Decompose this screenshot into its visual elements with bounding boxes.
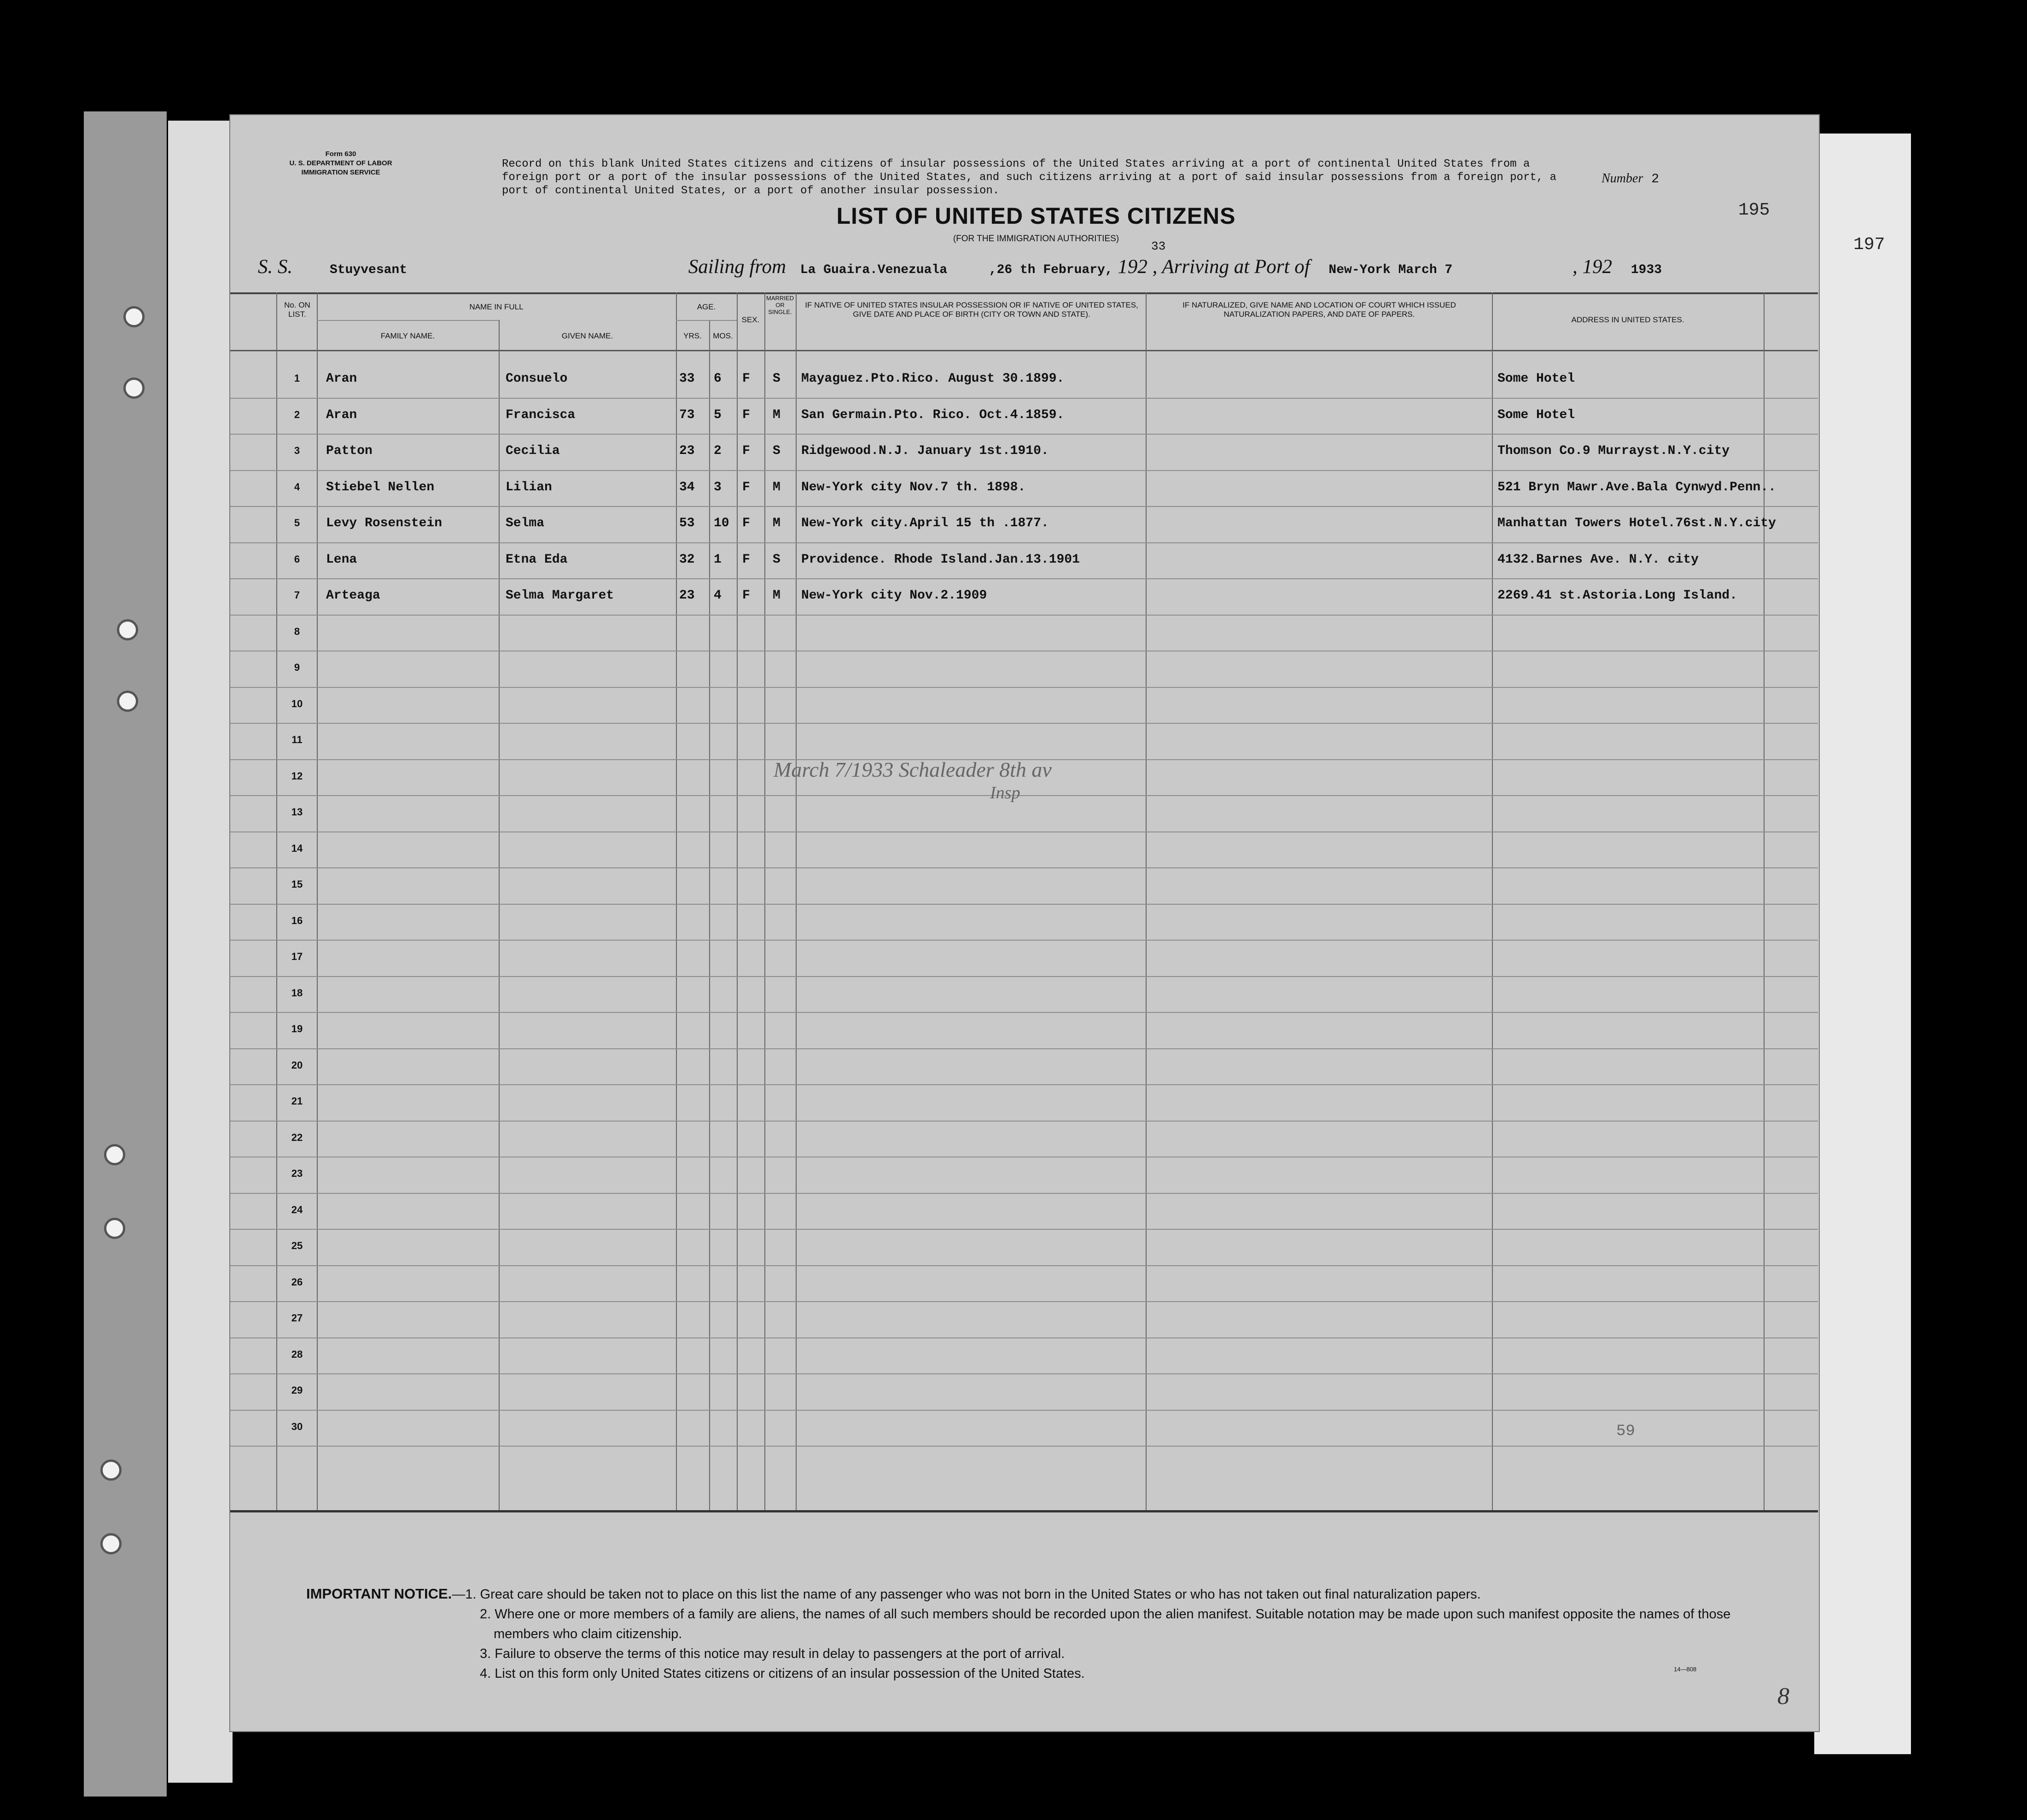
age-months-cell: 10: [714, 516, 729, 530]
row-number: 25: [291, 1240, 303, 1251]
marital-status-cell: M: [773, 480, 781, 494]
arriving-label: , Arriving at Port of: [1152, 256, 1310, 278]
notice-text-1: 1. Great care should be taken not to place on this list the name of any passenger who was not born in the United States or who has not taken out final naturalization papers.: [465, 1587, 1481, 1602]
header-married-single: MARRIED OR SINGLE.: [766, 295, 794, 315]
given-name-cell: Consuelo: [506, 372, 568, 386]
row-number: 11: [291, 734, 303, 745]
marital-status-cell: S: [773, 444, 781, 458]
sex-cell: F: [742, 444, 750, 458]
row-rule: [230, 1410, 1818, 1411]
binder-hole: [104, 1144, 125, 1165]
header-address: ADDRESS IN UNITED STATES.: [1571, 315, 1684, 324]
voyage-line: [258, 256, 1800, 283]
header-given-name: GIVEN NAME.: [561, 331, 613, 340]
given-name-cell: Francisca: [506, 407, 576, 422]
row-number: 30: [291, 1420, 303, 1432]
age-years-cell: 73: [679, 407, 695, 422]
notice-lead: IMPORTANT NOTICE.: [306, 1586, 452, 1602]
important-notice: [306, 1584, 1780, 1684]
row-number: 6: [294, 553, 300, 565]
header-subrule: [317, 320, 499, 321]
row-number: 5: [294, 517, 300, 529]
birth-place-date-cell: New-York city.April 15 th .1877.: [801, 516, 1049, 530]
birth-place-date-cell: New-York city Nov.7 th. 1898.: [801, 480, 1026, 494]
header-sex: SEX.: [741, 315, 760, 324]
row-number: 10: [291, 698, 303, 709]
notice-item-2: 2. Where one or more members of a family are aliens, the names of all such members should be recorded upon the alien manifest. Suitable notation may be made upon such manifest opposite the names of those members who claim citizenship.: [480, 1607, 1731, 1641]
list-number: [1602, 171, 1659, 186]
row-rule: [230, 434, 1818, 435]
marital-status-cell: S: [773, 552, 781, 567]
form-service: IMMIGRATION SERVICE: [301, 169, 380, 176]
row-number: 1: [294, 372, 300, 384]
row-rule: [230, 1265, 1818, 1266]
binder-hole: [100, 1533, 122, 1554]
arrival-port-date: New-York March 7: [1328, 263, 1453, 277]
row-rule: [230, 470, 1818, 471]
page-stamp-outer: 197: [1853, 235, 1885, 255]
given-name-cell: Cecilia: [506, 444, 560, 458]
address-cell: Some Hotel: [1497, 372, 1575, 386]
row-number: 19: [291, 1023, 303, 1035]
row-number: 16: [291, 914, 303, 926]
page-subtitle: (FOR THE IMMIGRATION AUTHORITIES): [953, 234, 1119, 244]
col-rule: [1764, 292, 1765, 1512]
age-years-cell: 53: [679, 516, 695, 530]
row-number: 18: [291, 987, 303, 999]
age-months-cell: 6: [714, 372, 722, 386]
row-number: 28: [291, 1348, 303, 1360]
family-name-cell: Stiebel Nellen: [326, 480, 435, 494]
row-number: 15: [291, 878, 303, 890]
record-instructions: Record on this blank United States citizens and citizens of insular possessions of the United States arriving at a port of continental United States from a foreign port or a port of the insular possessions of the United States, and such citizens arriving at a port of said insular possessions from a foreign port, a port of continental United States, or a port of another insular possession.: [502, 158, 1556, 197]
family-name-cell: Aran: [326, 372, 357, 386]
back-sheet-left-inner: [168, 121, 233, 1783]
col-rule: [709, 320, 710, 1512]
age-months-cell: 5: [714, 407, 722, 422]
form-identifier: [272, 150, 410, 177]
age-years-cell: 34: [679, 480, 695, 494]
header-name-in-full: NAME IN FULL: [469, 302, 524, 311]
header-age: AGE.: [697, 302, 716, 311]
age-years-cell: 33: [679, 372, 695, 386]
row-number: 12: [291, 770, 303, 782]
sex-cell: F: [742, 480, 750, 494]
address-cell: 2269.41 st.Astoria.Long Island.: [1497, 588, 1737, 603]
row-number: 22: [291, 1131, 303, 1143]
header-subrule: [676, 320, 737, 321]
col-rule: [764, 292, 765, 1512]
page-stamp-inner: 195: [1738, 200, 1770, 220]
number-value: 2: [1651, 172, 1660, 186]
notice-item-3: 3. Failure to observe the terms of this notice may result in delay to passengers at the port of arrival.: [480, 1646, 1065, 1661]
row-rule: [230, 1301, 1818, 1302]
age-months-cell: 2: [714, 444, 722, 458]
birth-place-date-cell: New-York city Nov.2.1909: [801, 588, 987, 603]
col-rule: [737, 292, 738, 1512]
header-birth: IF NATIVE OF UNITED STATES INSULAR POSSESSION OR IF NATIVE OF UNITED STATES, GIVE DATE AND PLACE OF BIRTH (CITY OR TOWN AND STATE).: [805, 301, 1138, 319]
binder-hole: [117, 619, 138, 640]
form-code: 14—808: [1674, 1666, 1697, 1673]
row-number: 3: [294, 445, 300, 456]
page-title: LIST OF UNITED STATES CITIZENS: [836, 203, 1236, 229]
row-rule: [230, 1373, 1818, 1374]
notice-item-1: [306, 1584, 1780, 1605]
row-rule: [230, 1337, 1818, 1338]
address-cell: 4132.Barnes Ave. N.Y. city: [1497, 552, 1699, 567]
row-rule: [230, 795, 1818, 796]
table-border: [230, 292, 1818, 294]
sex-cell: F: [742, 372, 750, 386]
notice-dash: —: [452, 1587, 466, 1602]
given-name-cell: Selma: [506, 516, 545, 530]
form-department: U. S. DEPARTMENT OF LABOR: [289, 159, 392, 167]
binder-hole: [123, 306, 145, 327]
sailing-label: Sailing from: [688, 256, 786, 278]
given-name-cell: Selma Margaret: [506, 588, 614, 603]
address-cell: Thomson Co.9 Murrayst.N.Y.city: [1497, 444, 1730, 458]
marital-status-cell: M: [773, 588, 781, 603]
age-months-cell: 1: [714, 552, 722, 567]
row-rule: [230, 1121, 1818, 1122]
family-name-cell: Levy Rosenstein: [326, 516, 443, 530]
given-name-cell: Etna Eda: [506, 552, 568, 567]
address-cell: Some Hotel: [1497, 407, 1575, 422]
row-number: 23: [291, 1168, 303, 1179]
age-months-cell: 4: [714, 588, 722, 603]
row-number: 13: [291, 806, 303, 818]
sex-cell: F: [742, 588, 750, 603]
age-years-cell: 32: [679, 552, 695, 567]
row-rule: [230, 904, 1818, 905]
family-name-cell: Arteaga: [326, 588, 380, 603]
row-rule: [230, 976, 1818, 977]
sail-date: ,26 th February,: [989, 263, 1113, 277]
binder-hole: [117, 691, 138, 712]
row-rule: [230, 1084, 1818, 1085]
col-rule: [1492, 292, 1493, 1512]
handwritten-annotation: March 7/1933 Schaleader 8th av: [774, 758, 1052, 781]
row-rule: [230, 1012, 1818, 1013]
row-number: 7: [294, 589, 300, 601]
age-years-cell: 23: [679, 588, 695, 603]
family-name-cell: Lena: [326, 552, 357, 567]
marital-status-cell: M: [773, 407, 781, 422]
family-name-cell: Aran: [326, 407, 357, 422]
manifest-sheet: [229, 114, 1820, 1732]
arrival-year: 1933: [1631, 263, 1662, 277]
stamp-number: 59: [1616, 1423, 1635, 1440]
row-number: 20: [291, 1059, 303, 1071]
sex-cell: F: [742, 407, 750, 422]
row-rule: [230, 578, 1818, 579]
header-mos: MOS.: [713, 331, 733, 340]
row-number: 24: [291, 1204, 303, 1215]
row-number: 4: [294, 481, 300, 493]
col-rule: [499, 320, 500, 1512]
sail-year: 192: [1118, 256, 1147, 278]
binder-hole: [104, 1218, 125, 1239]
row-number: 26: [291, 1276, 303, 1288]
corner-mark: 8: [1777, 1683, 1789, 1710]
family-name-cell: Patton: [326, 444, 373, 458]
col-rule: [676, 292, 677, 1512]
row-number: 29: [291, 1384, 303, 1396]
header-no: No. ON LIST.: [284, 301, 310, 319]
given-name-cell: Lilian: [506, 480, 552, 494]
marital-status-cell: S: [773, 372, 781, 386]
row-rule: [230, 723, 1818, 724]
row-number: 14: [291, 842, 303, 854]
ss-label: S. S.: [258, 256, 293, 278]
birth-place-date-cell: San Germain.Pto. Rico. Oct.4.1859.: [801, 407, 1065, 422]
header-rule: [230, 350, 1818, 351]
back-sheet-left: [84, 111, 167, 1797]
col-rule: [1146, 292, 1147, 1512]
row-rule: [230, 1193, 1818, 1194]
row-rule: [230, 398, 1818, 399]
form-number: Form 630: [325, 150, 356, 158]
binder-hole: [100, 1459, 122, 1481]
birth-place-date-cell: Ridgewood.N.J. January 1st.1910.: [801, 444, 1049, 458]
row-rule: [230, 687, 1818, 688]
header-naturalized: IF NATURALIZED, GIVE NAME AND LOCATION OF COURT WHICH ISSUED NATURALIZATION PAPERS, AND DATE OF PAPERS.: [1182, 301, 1456, 319]
row-number: 17: [291, 951, 303, 962]
row-rule: [230, 1229, 1818, 1230]
birth-place-date-cell: Mayaguez.Pto.Rico. August 30.1899.: [801, 372, 1065, 386]
row-number: 2: [294, 408, 300, 420]
back-sheet-right: [1814, 134, 1911, 1754]
address-cell: Manhattan Towers Hotel.76st.N.Y.city: [1497, 516, 1776, 530]
age-months-cell: 3: [714, 480, 722, 494]
address-cell: 521 Bryn Mawr.Ave.Bala Cynwyd.Penn..: [1497, 480, 1776, 494]
row-rule: [230, 615, 1818, 616]
row-number: 8: [294, 625, 300, 637]
sex-cell: F: [742, 516, 750, 530]
birth-place-date-cell: Providence. Rhode Island.Jan.13.1901: [801, 552, 1080, 567]
row-number: 27: [291, 1312, 303, 1324]
marital-status-cell: M: [773, 516, 781, 530]
header-family-name: FAMILY NAME.: [380, 331, 435, 340]
col-rule: [796, 292, 797, 1512]
manifest-table: [230, 292, 1818, 1512]
row-rule: [230, 940, 1818, 941]
ship-name: Stuyvesant: [330, 263, 408, 277]
departure-port: La Guaira.Venezuala: [800, 263, 948, 277]
year-superscript: 33: [1151, 239, 1166, 253]
number-label: Number: [1602, 171, 1643, 186]
row-rule: [230, 1446, 1818, 1447]
row-rule: [230, 542, 1818, 543]
col-rule: [317, 292, 318, 1512]
arrival-year-prefix: , 192: [1573, 256, 1612, 278]
row-rule: [230, 1048, 1818, 1049]
row-rule: [230, 506, 1818, 507]
handwritten-annotation-2: Insp: [990, 783, 1020, 802]
sex-cell: F: [742, 552, 750, 567]
age-years-cell: 23: [679, 444, 695, 458]
row-number: 9: [294, 662, 300, 673]
header-yrs: YRS.: [683, 331, 702, 340]
table-bottom-border: [230, 1510, 1818, 1512]
row-rule: [230, 867, 1818, 868]
notice-item-4: 4. List on this form only United States citizens or citizens of an insular possession of the United States.: [480, 1666, 1085, 1681]
binder-hole: [123, 378, 145, 399]
row-number: 21: [291, 1095, 303, 1107]
col-rule: [276, 292, 277, 1512]
